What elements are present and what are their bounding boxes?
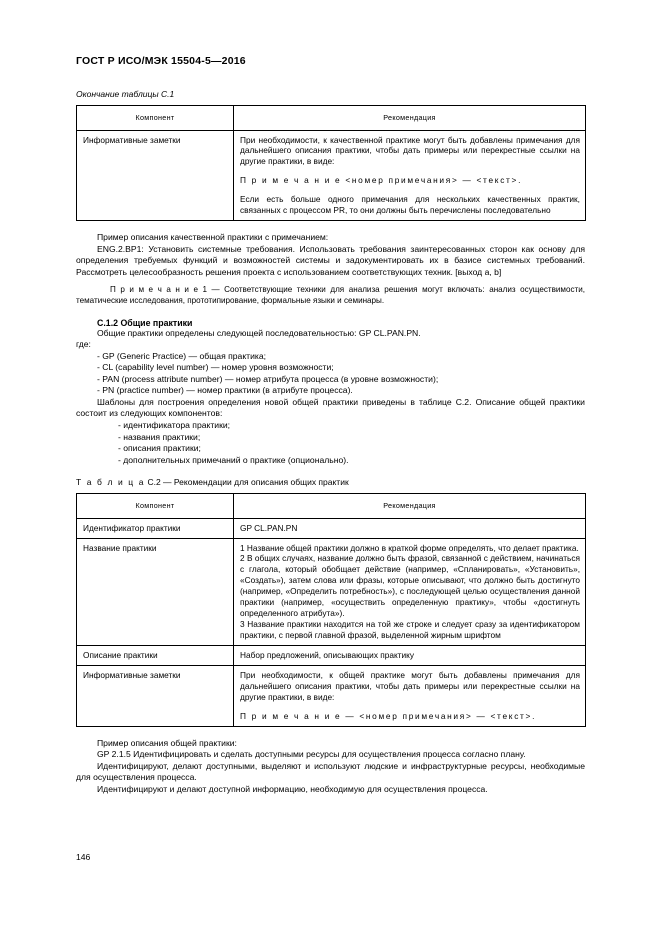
definition-gp: - GP (Generic Practice) — общая практика; <box>97 350 267 361</box>
component-notes: - дополнительных примечаний о практике (опционально). <box>118 454 349 465</box>
table2-col-component: Компонент <box>77 494 234 519</box>
table2-rec-1-par-3: 3 Название практики находится на той же строке и следует сразу за идентификатором практики, с первой главной фразой, выделенной жирным шрифтом <box>240 619 580 640</box>
table2-component-text-1: Название практики <box>83 542 157 553</box>
table2-rec-1-par-2: 2 В общих случаях, название должно быть фразой, связанной с действием, начинаться с глагола, который обобщает действие (например, «Спланировать», «Установить», «Создать»), затем слова или фразы, которые описывают, что должно быть достигнуто (например, «Определить потребность»), с последующей целью осуществления данной практики (например, «осуществить определенную практику», чтобы «достигнуть определенного атрибута»). <box>240 553 580 619</box>
page-number: 146 <box>76 852 91 862</box>
table2-cell-recommendation-1 <box>234 538 586 645</box>
section-c12 <box>76 318 585 466</box>
note-1: П р и м е ч а н и е 1 — Соответствующие техники для анализа решения могут включать: анализ осуществимости, тематические исследования, прототипирование, формальные языки и семинары. <box>76 285 585 306</box>
component-name: - названия практики; <box>118 431 201 442</box>
table-c1 <box>76 105 586 221</box>
section-gde: где: <box>76 339 91 350</box>
table2-cell-recommendation-3 <box>234 665 586 726</box>
example-intro-2: Пример описания общей практики: <box>97 737 237 748</box>
footer-paragraph-2: Идентифицируют и делают доступной информацию, необходимую для осуществления процесса. <box>97 783 488 794</box>
table-row <box>77 130 586 221</box>
table2-cell-component-0 <box>77 518 234 538</box>
table2-caption-rest: С.2 — Рекомендации для описания общих практик <box>147 477 349 488</box>
section-intro: Общие практики определены следующей последовательностью: GP CL.PAN.PN. <box>97 327 421 338</box>
table2-caption <box>76 477 585 487</box>
table2-header-row <box>77 494 586 519</box>
example-block-1 <box>76 232 585 278</box>
table2-cell-component-2 <box>77 645 234 665</box>
table2-col-recommendation: Рекомендация <box>234 494 586 519</box>
table-row <box>77 538 586 645</box>
definition-pan: - PAN (process attribute number) — номер атрибута процесса (в уровне возможности); <box>97 373 439 384</box>
table1-rec-par-1: При необходимости, к качественной практике могут быть добавлены примечания для дальнейшего описания практики, чтобы дать примеры или перекрестные ссылки на другие практики, в виде: <box>240 134 580 167</box>
table2-component-text-2: Описание практики <box>83 649 158 660</box>
table-row <box>77 645 586 665</box>
table2-cell-component-1 <box>77 538 234 645</box>
table2-rec-0-par-1: GP CL.PAN.PN <box>240 522 298 533</box>
definition-pn: - PN (practice number) — номер практики (в атрибуте процесса). <box>97 385 353 396</box>
table2-cell-recommendation-0 <box>234 518 586 538</box>
table2-caption-wrap <box>76 477 585 487</box>
table2-rec-2-par-1: Набор предложений, описывающих практику <box>240 649 415 660</box>
example-line-2: GP 2.1.5 Идентифицировать и сделать доступными ресурсы для осуществления процесса согласно плану. <box>97 749 526 760</box>
table1-col-recommendation: Рекомендация <box>234 106 586 131</box>
definition-cl: - CL (capability level number) — номер уровня возможности; <box>97 362 334 373</box>
table2-rec-3-par-1: При необходимости, к общей практике могут быть добавлены примечания для дальнейшего описания практики, чтобы дать примеры или перекрестные ссылки на другие практики, в виде: <box>240 669 580 702</box>
table1-caption: Окончание таблицы С.1 <box>76 89 175 99</box>
example-text-1: ENG.2.BP1: Установить системные требования. Использовать требования заинтересованных сторон как основу для определения требуемых функций и возможностей системы и задокументировать их в базисе системных требований. Рассмотреть целесообразность решения проекта с использованием соответствующих техник. [выход а, b] <box>76 243 585 277</box>
document-header: ГОСТ Р ИСО/МЭК 15504-5—2016 <box>76 55 246 67</box>
section-heading: С.1.2 Общие практики <box>97 317 193 328</box>
table1-rec-par-2: П р и м е ч а н и е <номер примечания> — <текст>. <box>240 175 523 186</box>
table1-cell-component <box>77 130 234 221</box>
footer-paragraph-1: Идентифицируют, делают доступными, выделяют и используют людские и инфраструктурные ресурсы, необходимые для осуществления процесса. <box>76 760 585 783</box>
example-intro-1: Пример описания качественной практики с примечанием: <box>97 232 329 243</box>
table2-component-text-0: Идентификатор практики <box>83 522 181 533</box>
note1-block <box>76 285 585 307</box>
example-block-2 <box>76 738 585 796</box>
table1-col-component: Компонент <box>77 106 234 131</box>
table2-cell-component-3 <box>77 665 234 726</box>
table2-caption-label: Т а б л и ц а <box>76 477 146 488</box>
table-row <box>77 518 586 538</box>
table-row <box>77 665 586 726</box>
table1-cell-recommendation <box>234 130 586 221</box>
table2-rec-3-par-2: П р и м е ч а н и е — <номер примечания> — <текст>. <box>240 710 537 721</box>
templates-text: Шаблоны для построения определения новой общей практики приведены в таблице С.2. Описание общей практики состоит из следующих компонентов: <box>76 396 585 419</box>
component-description: - описания практики; <box>118 443 201 454</box>
table1-rec-par-3: Если есть больше одного примечания для нескольких качественных практик, связанных с процессом PR, то они должны быть перечислены последовательно <box>240 194 580 216</box>
table2-rec-1-par-1: 1 Название общей практики должно в краткой форме определять, что делает практика. <box>240 542 579 553</box>
table2-component-text-3: Информативные заметки <box>83 669 181 680</box>
table1-component-text: Информативные заметки <box>83 134 181 145</box>
table-c2 <box>76 493 586 727</box>
page-content <box>76 55 585 795</box>
table2-cell-recommendation-2 <box>234 645 586 665</box>
component-identifier: - идентификатора практики; <box>118 420 231 430</box>
table1-header-row <box>77 106 586 131</box>
